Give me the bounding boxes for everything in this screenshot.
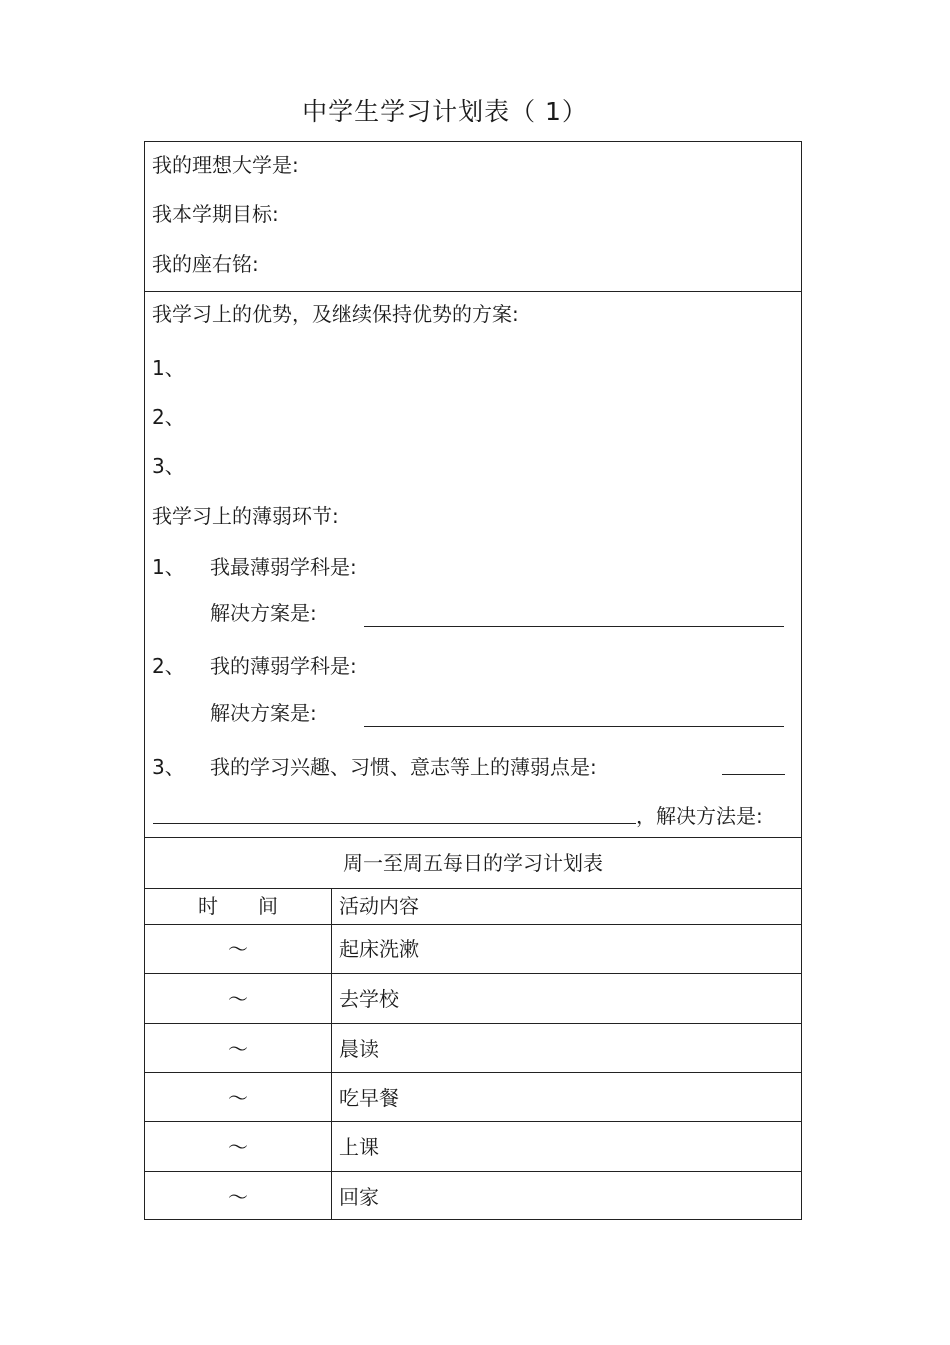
row-divider bbox=[145, 1023, 801, 1024]
schedule-title: 周一至周五每日的学习计划表 bbox=[343, 851, 603, 875]
weakness-item-number: 1、 bbox=[152, 555, 185, 579]
time-cell[interactable]: ～ bbox=[228, 987, 248, 1011]
header-row-divider bbox=[145, 924, 801, 925]
time-cell[interactable]: ～ bbox=[228, 937, 248, 961]
strength-item: 3、 bbox=[152, 454, 185, 478]
weak-subject-label: 我的薄弱学科是: bbox=[210, 654, 357, 678]
row-divider bbox=[145, 973, 801, 974]
weaknesses-heading: 我学习上的薄弱环节: bbox=[152, 504, 339, 528]
page-title: 中学生学习计划表（ 1） bbox=[302, 97, 588, 126]
habit-weakness-blank-line[interactable] bbox=[722, 774, 785, 775]
time-cell[interactable]: ～ bbox=[228, 1037, 248, 1061]
activity-cell: 去学校 bbox=[339, 987, 399, 1011]
habit-weakness-label: 我的学习兴趣、习惯、意志等上的薄弱点是: bbox=[210, 755, 597, 779]
solution-label: 解决方案是: bbox=[210, 701, 317, 725]
time-column-header: 时 间 bbox=[198, 894, 278, 918]
weakest-subject-label: 我最薄弱学科是: bbox=[210, 555, 357, 579]
semester-goal-label: 我本学期目标: bbox=[152, 202, 279, 226]
row-divider bbox=[145, 1171, 801, 1172]
weakness-item-number: 2、 bbox=[152, 654, 185, 678]
strengths-heading: 我学习上的优势，及继续保持优势的方案: bbox=[152, 302, 519, 326]
solution-label: 解决方案是: bbox=[210, 601, 317, 625]
row-divider bbox=[145, 1072, 801, 1073]
method-label: ，解决方法是: bbox=[636, 804, 763, 828]
activity-cell: 上课 bbox=[339, 1135, 379, 1159]
schedule-title-divider bbox=[145, 888, 801, 889]
activity-cell: 晨读 bbox=[339, 1037, 379, 1061]
solution-blank-line[interactable] bbox=[364, 626, 784, 627]
motto-label: 我的座右铭: bbox=[152, 252, 259, 276]
activity-cell: 吃早餐 bbox=[339, 1086, 399, 1110]
row-divider bbox=[145, 1121, 801, 1122]
time-cell[interactable]: ～ bbox=[228, 1086, 248, 1110]
plan-sheet bbox=[144, 141, 802, 1220]
weakness-item-number: 3、 bbox=[152, 755, 185, 779]
time-cell[interactable]: ～ bbox=[228, 1135, 248, 1159]
solution-blank-line[interactable] bbox=[364, 726, 784, 727]
ideal-university-label: 我的理想大学是: bbox=[152, 153, 299, 177]
activity-cell: 回家 bbox=[339, 1185, 379, 1209]
time-cell[interactable]: ～ bbox=[228, 1185, 248, 1209]
strength-item: 1、 bbox=[152, 356, 185, 380]
activity-column-header: 活动内容 bbox=[339, 894, 419, 918]
section-divider bbox=[145, 291, 801, 292]
habit-weakness-blank-line[interactable] bbox=[153, 823, 636, 824]
activity-cell: 起床洗漱 bbox=[339, 937, 419, 961]
strength-item: 2、 bbox=[152, 405, 185, 429]
section-divider bbox=[145, 837, 801, 838]
